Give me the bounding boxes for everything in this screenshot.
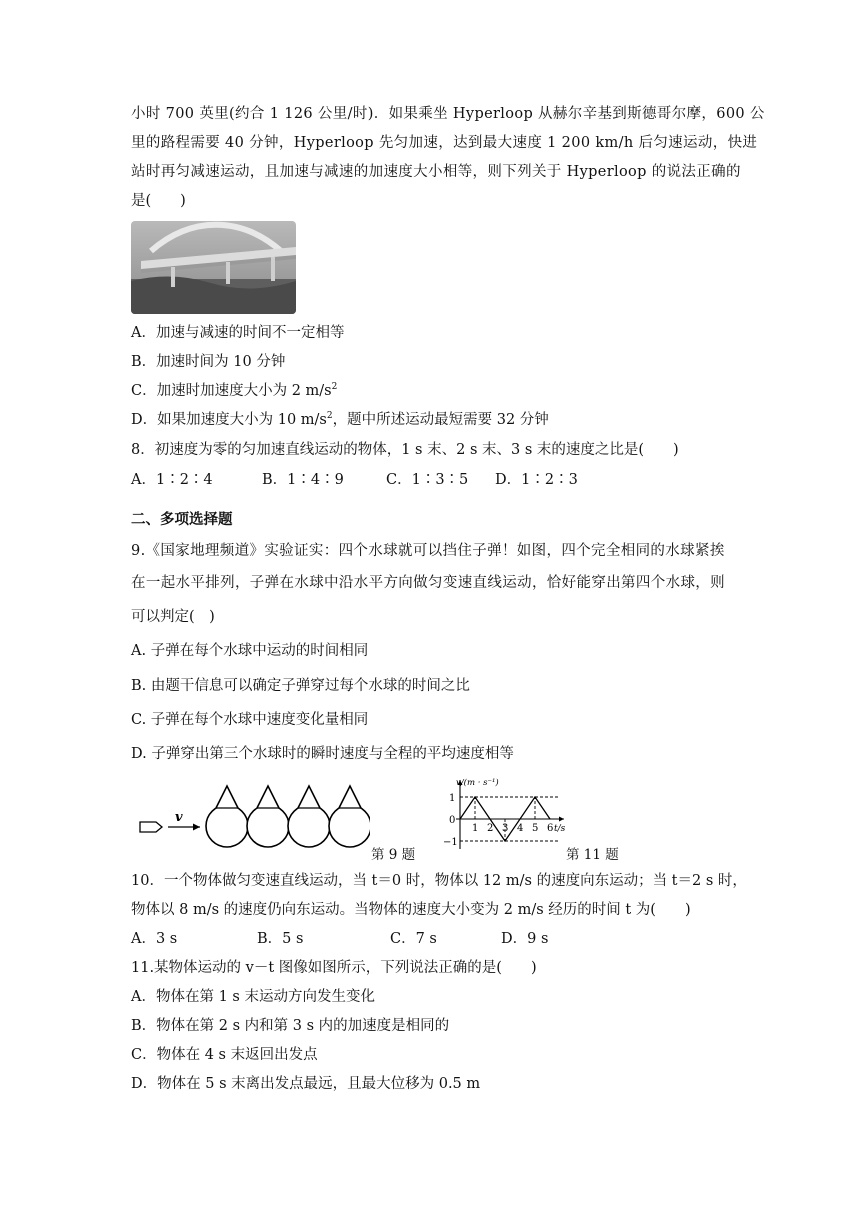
q7-option-d: D．如果加速度大小为 10 $m/s^2$，题中所述运动最短需要 32 分钟: [131, 411, 549, 428]
bullet-icon: [140, 822, 162, 832]
water-ball: [288, 805, 330, 847]
x-axis-arrow: [559, 817, 564, 822]
water-ball: [247, 805, 289, 847]
q11-option-c: C．物体在 4 s 末返回出发点: [131, 1047, 318, 1063]
x-axis-label: t/s: [554, 824, 566, 834]
water-ball: [206, 805, 248, 847]
q9-option-a: A. 子弹在每个水球中运动的时间相同: [131, 643, 369, 659]
q10-option-d: D．9 s: [501, 931, 549, 947]
x-tick-label: 5: [532, 823, 539, 834]
q7-stem-line-1: 小时 700 英里(约合 1 126 公里/时)．如果乘坐 Hyperloop 从赫尔辛基到斯德哥尔摩，600 公: [131, 106, 765, 122]
water-ball-neck: [339, 786, 361, 808]
water-ball-neck: [216, 786, 238, 808]
q8-stem: 8．初速度为零的匀加速直线运动的物体，1 s 末、2 s 末、3 s 末的速度之比是( ): [131, 442, 679, 458]
q11-option-d: D．物体在 5 s 末离出发点最远，且最大位移为 0.5 m: [131, 1076, 481, 1092]
q9-option-b: B. 由题干信息可以确定子弹穿过每个水球的时间之比: [131, 678, 470, 694]
q11-option-a: A．物体在第 1 s 末运动方向发生变化: [131, 989, 375, 1005]
q7-option-a: A．加速与减速的时间不一定相等: [131, 325, 345, 341]
figure-9-caption: 第 9 题: [371, 847, 416, 863]
water-balls-figure: [134, 780, 370, 852]
q7-option-b: B．加速时间为 10 分钟: [131, 354, 286, 370]
y-axis-label: v/(m · s⁻¹): [456, 778, 499, 788]
water-ball: [329, 805, 370, 847]
q7-option-c: C．加速时加速度大小为 2 $m/s^2$: [131, 382, 338, 399]
y-tick-label: 1: [449, 793, 456, 804]
q7-stem-line-2: 里的路程需要 40 分钟，Hyperloop 先匀加速，达到最大速度 1 200 km/h 后匀速运动，快进: [131, 135, 758, 151]
q7-stem-line-3: 站时再匀减速运动，且加速与减速的加速度大小相等，则下列关于 Hyperloop 的说法正确的: [131, 164, 741, 180]
q10-option-c: C．7 s: [390, 931, 437, 947]
arrow-icon: [193, 824, 200, 831]
q8-option-b: B．1∶4∶9: [262, 472, 344, 488]
water-ball-neck: [298, 786, 320, 808]
q9-stem-line-2: 在一起水平排列，子弹在水球中沿水平方向做匀变速直线运动，恰好能穿出第四个水球，则: [131, 575, 725, 591]
water-ball-neck: [257, 786, 279, 808]
q10-option-a: A．3 s: [131, 931, 178, 947]
q11-option-b: B．物体在第 2 s 内和第 3 s 内的加速度是相同的: [131, 1018, 450, 1034]
x-tick-label: 4: [517, 823, 524, 834]
x-tick-label: 6: [547, 823, 554, 834]
x-tick-label: 2: [487, 823, 494, 834]
q7-stem-line-4: 是( ): [131, 193, 186, 209]
q10-option-b: B．5 s: [257, 931, 304, 947]
q9-option-c: C. 子弹在每个水球中速度变化量相同: [131, 712, 369, 728]
section-heading: 二、多项选择题: [131, 511, 233, 528]
q8-option-c: C．1∶3∶5: [386, 472, 469, 488]
velocity-label: v: [175, 810, 183, 825]
q9-stem-line-3: 可以判定( ): [131, 609, 215, 625]
q8-option-d: D．1∶2∶3: [495, 472, 578, 488]
figure-11-caption: 第 11 题: [566, 847, 619, 863]
q10-stem-line-2: 物体以 8 m/s 的速度仍向东运动。当物体的速度大小变为 2 m/s 经历的时间 t 为( ): [131, 902, 691, 918]
y-tick-label: 0: [449, 815, 456, 826]
q8-option-a: A．1∶2∶4: [131, 472, 213, 488]
q11-stem: 11.某物体运动的 v－t 图像如图所示，下列说法正确的是( ): [131, 960, 537, 976]
q9-stem-line-1: 9.《国家地理频道》实验证实：四个水球就可以挡住子弹！如图，四个完全相同的水球紧挨: [131, 543, 725, 559]
x-tick-label: 3: [502, 823, 509, 834]
x-tick-label: 1: [472, 823, 479, 834]
q10-stem-line-1: 10．一个物体做匀变速直线运动，当 t＝0 时，物体以 12 m/s 的速度向东运动；当 t＝2 s 时，: [131, 873, 747, 889]
hyperloop-photo: [131, 221, 296, 314]
q9-option-d: D. 子弹穿出第三个水球时的瞬时速度与全程的平均速度相等: [131, 746, 514, 762]
y-tick-label: −1: [443, 837, 458, 848]
vt-graph: [434, 773, 566, 853]
